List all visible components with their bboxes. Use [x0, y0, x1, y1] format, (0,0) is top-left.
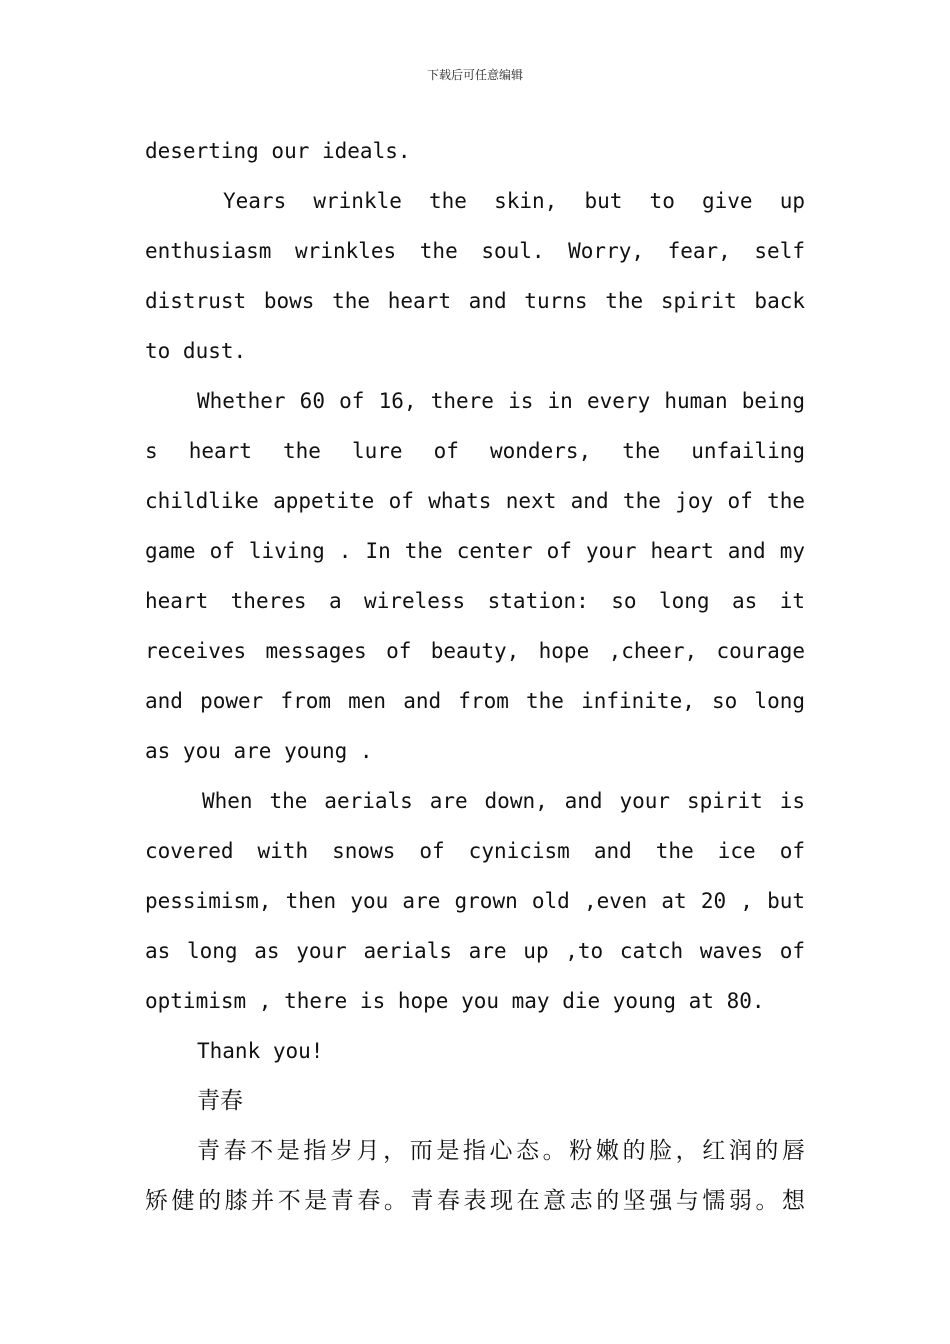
text-line: pessimism, then you are grown old ,even at 20 , but: [145, 889, 805, 913]
text-line: receives messages of beauty, hope ,cheer, courage: [145, 639, 805, 663]
text-line: 青春: [197, 1088, 243, 1114]
text-line: optimism , there is hope you may die young at 80.: [145, 989, 765, 1013]
text-line: distrust bows the heart and turns the spirit back: [145, 289, 805, 313]
page-header: 下载后可任意编辑: [426, 68, 523, 82]
text-line: Thank you!: [197, 1039, 324, 1063]
text-line: s heart the lure of wonders, the unfailing: [145, 439, 805, 463]
text-line: When the aerials are down, and your spirit is: [202, 789, 805, 813]
text-line: enthusiasm wrinkles the soul. Worry, fear, self: [145, 239, 805, 263]
text-line: as you are young .: [145, 739, 373, 763]
text-line: as long as your aerials are up ,to catch waves of: [145, 939, 805, 963]
text-line: Years wrinkle the skin, but to give up: [223, 189, 805, 213]
text-line: to dust.: [145, 339, 247, 363]
text-line: deserting our ideals.: [145, 139, 411, 163]
document-body: [145, 126, 805, 1226]
text-line: childlike appetite of whats next and the joy of the: [145, 489, 805, 513]
text-line: game of living . In the center of your heart and my: [145, 539, 805, 563]
text-line: 青春不是指岁月，而是指心态。粉嫩的脸，红润的唇: [197, 1138, 805, 1164]
text-line: covered with snows of cynicism and the ice of: [145, 839, 805, 863]
text-line: 矫健的膝并不是青春。青春表现在意志的坚强与懦弱。想: [145, 1188, 805, 1214]
text-line: Whether 60 of 16, there is in every human being: [197, 389, 805, 413]
text-line: heart theres a wireless station: so long as it: [145, 589, 805, 613]
text-line: and power from men and from the infinite, so long: [145, 689, 805, 713]
